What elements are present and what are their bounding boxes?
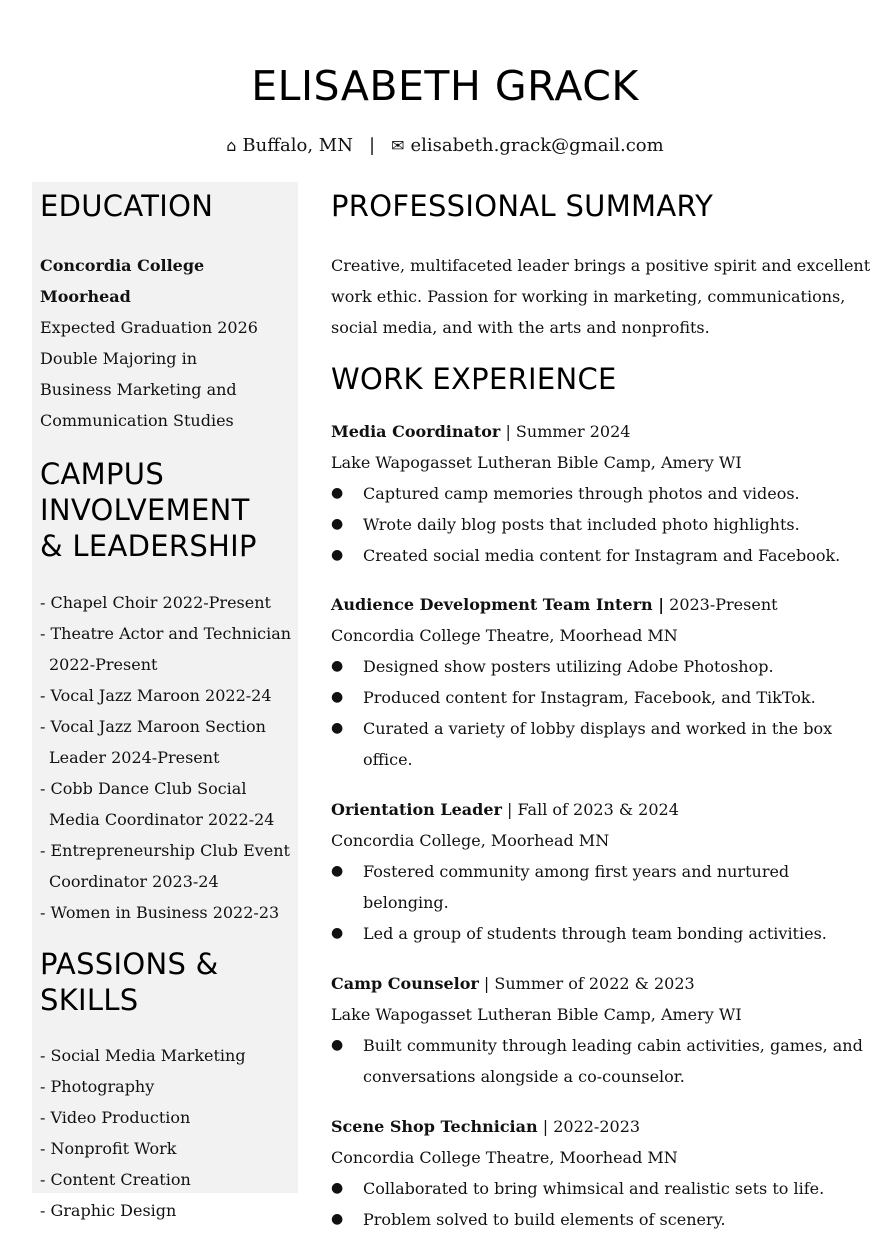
- bullet-icon: ●: [331, 547, 344, 563]
- campus-item: - Vocal Jazz Maroon 2022-24: [40, 686, 272, 705]
- skills-title-line: SKILLS: [40, 983, 139, 1017]
- job-org: Concordia College, Moorhead MN: [331, 831, 610, 850]
- bullet-text: Led a group of students through team bonding activities.: [363, 924, 827, 943]
- job-bullet: [331, 478, 871, 509]
- summary-text: Creative, multifaceted leader brings a positive spirit and excellent work ethic. Passion for working in marketing, communications, social media, and with the arts and nonprofits.: [331, 256, 871, 337]
- bullet-text: Created social media content for Instagram and Facebook.: [363, 546, 841, 565]
- campus-item: - Entrepreneurship Club Event Coordinator 2023-24: [40, 841, 290, 891]
- skill-item: - Social Media Marketing: [40, 1046, 246, 1065]
- school-name: Concordia College Moorhead: [40, 256, 205, 306]
- envelope-icon: ✉: [391, 136, 405, 155]
- job-heading: [331, 589, 871, 620]
- job-dates: | Fall of 2023 & 2024: [501, 800, 679, 819]
- campus-title-line: CAMPUS: [40, 457, 165, 491]
- campus-item: - Chapel Choir 2022-Present: [40, 593, 271, 612]
- bullet-text: Produced content for Instagram, Facebook, and TikTok.: [363, 688, 816, 707]
- education-block: [32, 250, 298, 436]
- job-bullet: [331, 682, 871, 713]
- job-bullet: [331, 1030, 871, 1092]
- bullet-icon: ●: [331, 1037, 344, 1053]
- bullet-text: Designed show posters utilizing Adobe Photoshop.: [363, 657, 774, 676]
- job-bullet: [331, 1204, 871, 1235]
- campus-item: - Theatre Actor and Technician 2022-Present: [40, 624, 292, 674]
- job-bullet: [331, 1173, 871, 1204]
- job-role: Scene Shop Technician: [331, 1117, 538, 1136]
- job-bullets: [331, 478, 871, 571]
- skill-item: - Graphic Design: [40, 1201, 177, 1220]
- education-line: Expected Graduation 2026: [40, 318, 258, 337]
- campus-title-line: INVOLVEMENT: [40, 493, 250, 527]
- bullet-icon: ●: [331, 689, 344, 705]
- bullet-icon: ●: [331, 1211, 344, 1227]
- job-dates: 2023-Present: [664, 595, 778, 614]
- campus-item: - Cobb Dance Club Social Media Coordinator 2022-24: [40, 779, 275, 829]
- job-heading: [331, 416, 871, 447]
- email-text: elisabeth.grack@gmail.com: [410, 135, 664, 156]
- skill-item: - Video Production: [40, 1108, 191, 1127]
- bullet-icon: ●: [331, 485, 344, 501]
- job-role: Audience Development Team Intern |: [331, 595, 665, 614]
- job-role: Media Coordinator: [331, 422, 501, 441]
- education-title: EDUCATION: [40, 189, 214, 223]
- work-title: WORK EXPERIENCE: [331, 362, 617, 396]
- bullet-icon: ●: [331, 1180, 344, 1196]
- skills-title: [32, 946, 298, 1018]
- job-bullet: [331, 713, 871, 775]
- campus-title-line: & LEADERSHIP: [40, 529, 257, 563]
- job-bullet: [331, 918, 871, 949]
- campus-item: - Vocal Jazz Maroon Section Leader 2024-Present: [40, 717, 266, 767]
- job-org: Lake Wapogasset Lutheran Bible Camp, Amery WI: [331, 453, 742, 472]
- home-icon: ⌂: [226, 136, 237, 155]
- job-org: Lake Wapogasset Lutheran Bible Camp, Amery WI: [331, 1005, 742, 1024]
- bullet-text: Curated a variety of lobby displays and worked in the box office.: [363, 719, 833, 769]
- job-entry: [331, 1111, 871, 1235]
- bullet-icon: ●: [331, 516, 344, 532]
- bullet-icon: ●: [331, 720, 344, 736]
- bullet-text: Built community through leading cabin activities, games, and conversations alongside a co-counselor.: [363, 1036, 863, 1086]
- job-bullets: [331, 651, 871, 775]
- job-entry: [331, 794, 871, 949]
- education-line: Double Majoring in: [40, 349, 198, 368]
- job-role: Orientation Leader: [331, 800, 502, 819]
- job-dates: | 2022-2023: [537, 1117, 641, 1136]
- skill-item: - Nonprofit Work: [40, 1139, 177, 1158]
- job-bullets: [331, 1173, 871, 1235]
- campus-title: [32, 456, 298, 564]
- job-bullet: [331, 540, 871, 571]
- skill-item: - Content Creation: [40, 1170, 191, 1189]
- bullet-text: Problem solved to build elements of scenery.: [363, 1210, 726, 1229]
- sidebar: [32, 182, 298, 1220]
- job-entry: [331, 968, 871, 1092]
- job-org: Concordia College Theatre, Moorhead MN: [331, 626, 678, 645]
- job-bullets: [331, 1030, 871, 1092]
- skills-list: [32, 1040, 298, 1226]
- education-line: Business Marketing and: [40, 380, 237, 399]
- bullet-text: Wrote daily blog posts that included photo highlights.: [363, 515, 800, 534]
- skill-item: - Photography: [40, 1077, 155, 1096]
- job-heading: [331, 968, 871, 999]
- resume-name: ELISABETH GRACK: [251, 62, 639, 110]
- skills-title-line: PASSIONS &: [40, 947, 219, 981]
- campus-item: - Women in Business 2022-23: [40, 903, 280, 922]
- main-column: [331, 182, 871, 1235]
- job-dates: | Summer of 2022 & 2023: [478, 974, 695, 993]
- campus-list: [32, 587, 298, 928]
- job-bullet: [331, 651, 871, 682]
- summary-title: PROFESSIONAL SUMMARY: [331, 189, 714, 223]
- job-bullets: [331, 856, 871, 949]
- job-bullet: [331, 509, 871, 540]
- bullet-text: Collaborated to bring whimsical and realistic sets to life.: [363, 1179, 825, 1198]
- contact-line: [0, 135, 890, 156]
- bullet-icon: ●: [331, 863, 344, 879]
- contact-separator: |: [368, 135, 376, 156]
- bullet-text: Fostered community among first years and nurtured belonging.: [363, 862, 790, 912]
- job-dates: | Summer 2024: [500, 422, 631, 441]
- job-entry: [331, 416, 871, 571]
- location-text: Buffalo, MN: [242, 135, 353, 156]
- job-entry: [331, 589, 871, 775]
- job-heading: [331, 1111, 871, 1142]
- job-org: Concordia College Theatre, Moorhead MN: [331, 1148, 678, 1167]
- bullet-icon: ●: [331, 925, 344, 941]
- job-role: Camp Counselor: [331, 974, 479, 993]
- bullet-text: Captured camp memories through photos and videos.: [363, 484, 800, 503]
- education-line: Communication Studies: [40, 411, 234, 430]
- job-heading: [331, 794, 871, 825]
- bullet-icon: ●: [331, 658, 344, 674]
- job-bullet: [331, 856, 871, 918]
